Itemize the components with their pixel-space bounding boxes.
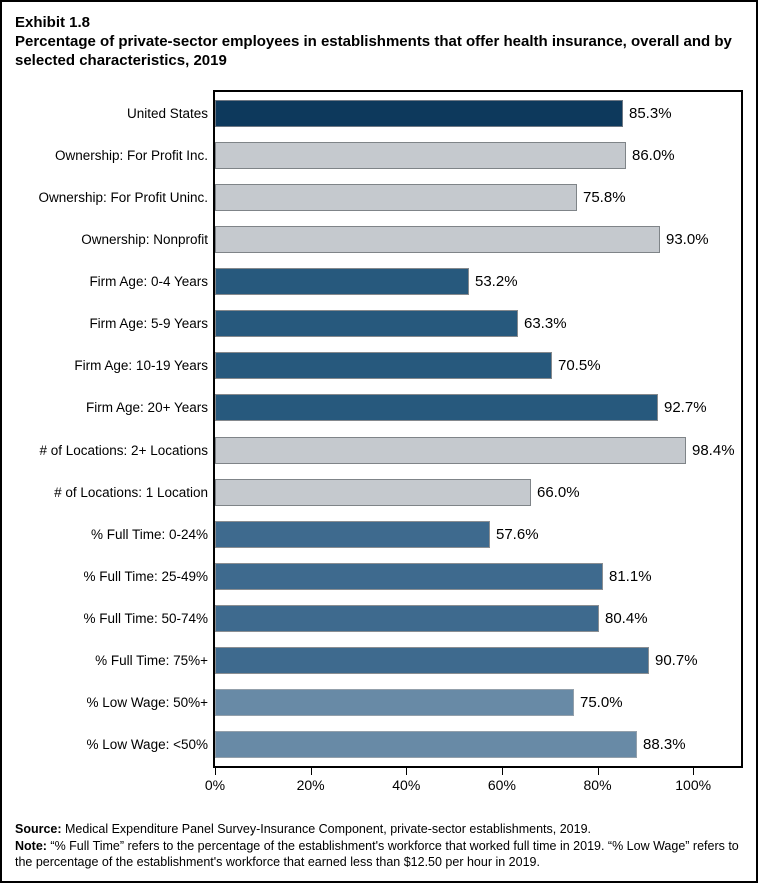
footer-notes bbox=[15, 821, 752, 871]
value-label: 75.8% bbox=[583, 188, 626, 206]
exhibit-label: Exhibit 1.8 bbox=[15, 14, 91, 31]
category-label: Ownership: Nonprofit bbox=[81, 231, 208, 247]
page-title: Percentage of private-sector employees in establishments that offer health insurance, overall and by selected characteristics, 2019 bbox=[15, 33, 732, 69]
x-axis-tick bbox=[215, 768, 216, 775]
value-label: 85.3% bbox=[629, 104, 672, 122]
bar bbox=[215, 226, 660, 253]
bar bbox=[215, 268, 469, 295]
bar bbox=[215, 184, 577, 211]
category-label: Ownership: For Profit Uninc. bbox=[38, 189, 208, 205]
x-axis-tick bbox=[693, 768, 694, 775]
bar bbox=[215, 689, 574, 716]
note-label: Note: bbox=[15, 838, 47, 853]
bar bbox=[215, 142, 626, 169]
source-line bbox=[15, 821, 752, 838]
bar bbox=[215, 647, 649, 674]
source-label: Source: bbox=[15, 822, 62, 836]
source-text: Medical Expenditure Panel Survey-Insurance Component, private-sector establishments, 2019. bbox=[61, 822, 591, 836]
category-label: Firm Age: 10-19 Years bbox=[74, 358, 208, 374]
bar bbox=[215, 521, 490, 548]
category-label: Firm Age: 20+ Years bbox=[86, 400, 208, 416]
bar bbox=[215, 479, 531, 506]
x-axis-tick bbox=[502, 768, 503, 775]
x-axis-tick-label: 20% bbox=[296, 777, 325, 793]
bar bbox=[215, 100, 623, 127]
bar bbox=[215, 352, 552, 379]
value-label: 81.1% bbox=[609, 567, 652, 585]
category-label: % Full Time: 50-74% bbox=[83, 611, 208, 627]
category-label: Firm Age: 0-4 Years bbox=[89, 274, 208, 290]
bar bbox=[215, 437, 686, 464]
category-label: % Full Time: 75%+ bbox=[95, 653, 208, 669]
value-label: 90.7% bbox=[655, 652, 698, 670]
x-axis-tick-label: 80% bbox=[583, 777, 612, 793]
category-label: % Full Time: 0-24% bbox=[90, 526, 208, 542]
value-label: 63.3% bbox=[524, 315, 567, 333]
bar bbox=[215, 394, 658, 421]
x-axis-tick bbox=[311, 768, 312, 775]
x-axis-tick bbox=[598, 768, 599, 775]
plot-area bbox=[213, 90, 743, 768]
value-label: 92.7% bbox=[664, 399, 707, 417]
category-label: # of Locations: 2+ Locations bbox=[39, 442, 208, 458]
bar bbox=[215, 563, 603, 590]
x-axis-tick-label: 0% bbox=[204, 777, 226, 793]
value-label: 66.0% bbox=[537, 483, 580, 501]
category-label: # of Locations: 1 Location bbox=[54, 484, 208, 500]
note-line bbox=[15, 838, 752, 871]
value-label: 80.4% bbox=[605, 610, 648, 628]
bar bbox=[215, 731, 637, 758]
category-label: Ownership: For Profit Inc. bbox=[54, 147, 208, 163]
x-axis-tick-label: 60% bbox=[487, 777, 516, 793]
value-label: 98.4% bbox=[692, 441, 735, 459]
x-axis-tick-label: 100% bbox=[675, 777, 712, 793]
category-label: % Low Wage: <50% bbox=[86, 737, 208, 753]
value-label: 70.5% bbox=[558, 357, 601, 375]
value-label: 57.6% bbox=[496, 525, 539, 543]
category-label: United States bbox=[126, 105, 208, 121]
bar bbox=[215, 310, 518, 337]
x-axis-tick bbox=[406, 768, 407, 775]
bar bbox=[215, 605, 599, 632]
title-block bbox=[15, 13, 745, 70]
value-label: 75.0% bbox=[580, 694, 623, 712]
x-axis-tick-label: 40% bbox=[392, 777, 421, 793]
category-label: % Full Time: 25-49% bbox=[83, 568, 208, 584]
category-label: Firm Age: 5-9 Years bbox=[89, 316, 208, 332]
x-axis bbox=[204, 768, 741, 802]
value-label: 88.3% bbox=[643, 736, 686, 754]
value-label: 86.0% bbox=[632, 146, 675, 164]
value-label: 93.0% bbox=[666, 230, 709, 248]
category-label: % Low Wage: 50%+ bbox=[86, 695, 208, 711]
value-label: 53.2% bbox=[475, 273, 518, 291]
note-text: “% Full Time” refers to the percentage of the establishment's workforce that worked full time in 2019. “% Low Wage” refers to the percentage of the establishment's workforce that earned less than $12.50 per hour in 2019. bbox=[15, 838, 739, 869]
